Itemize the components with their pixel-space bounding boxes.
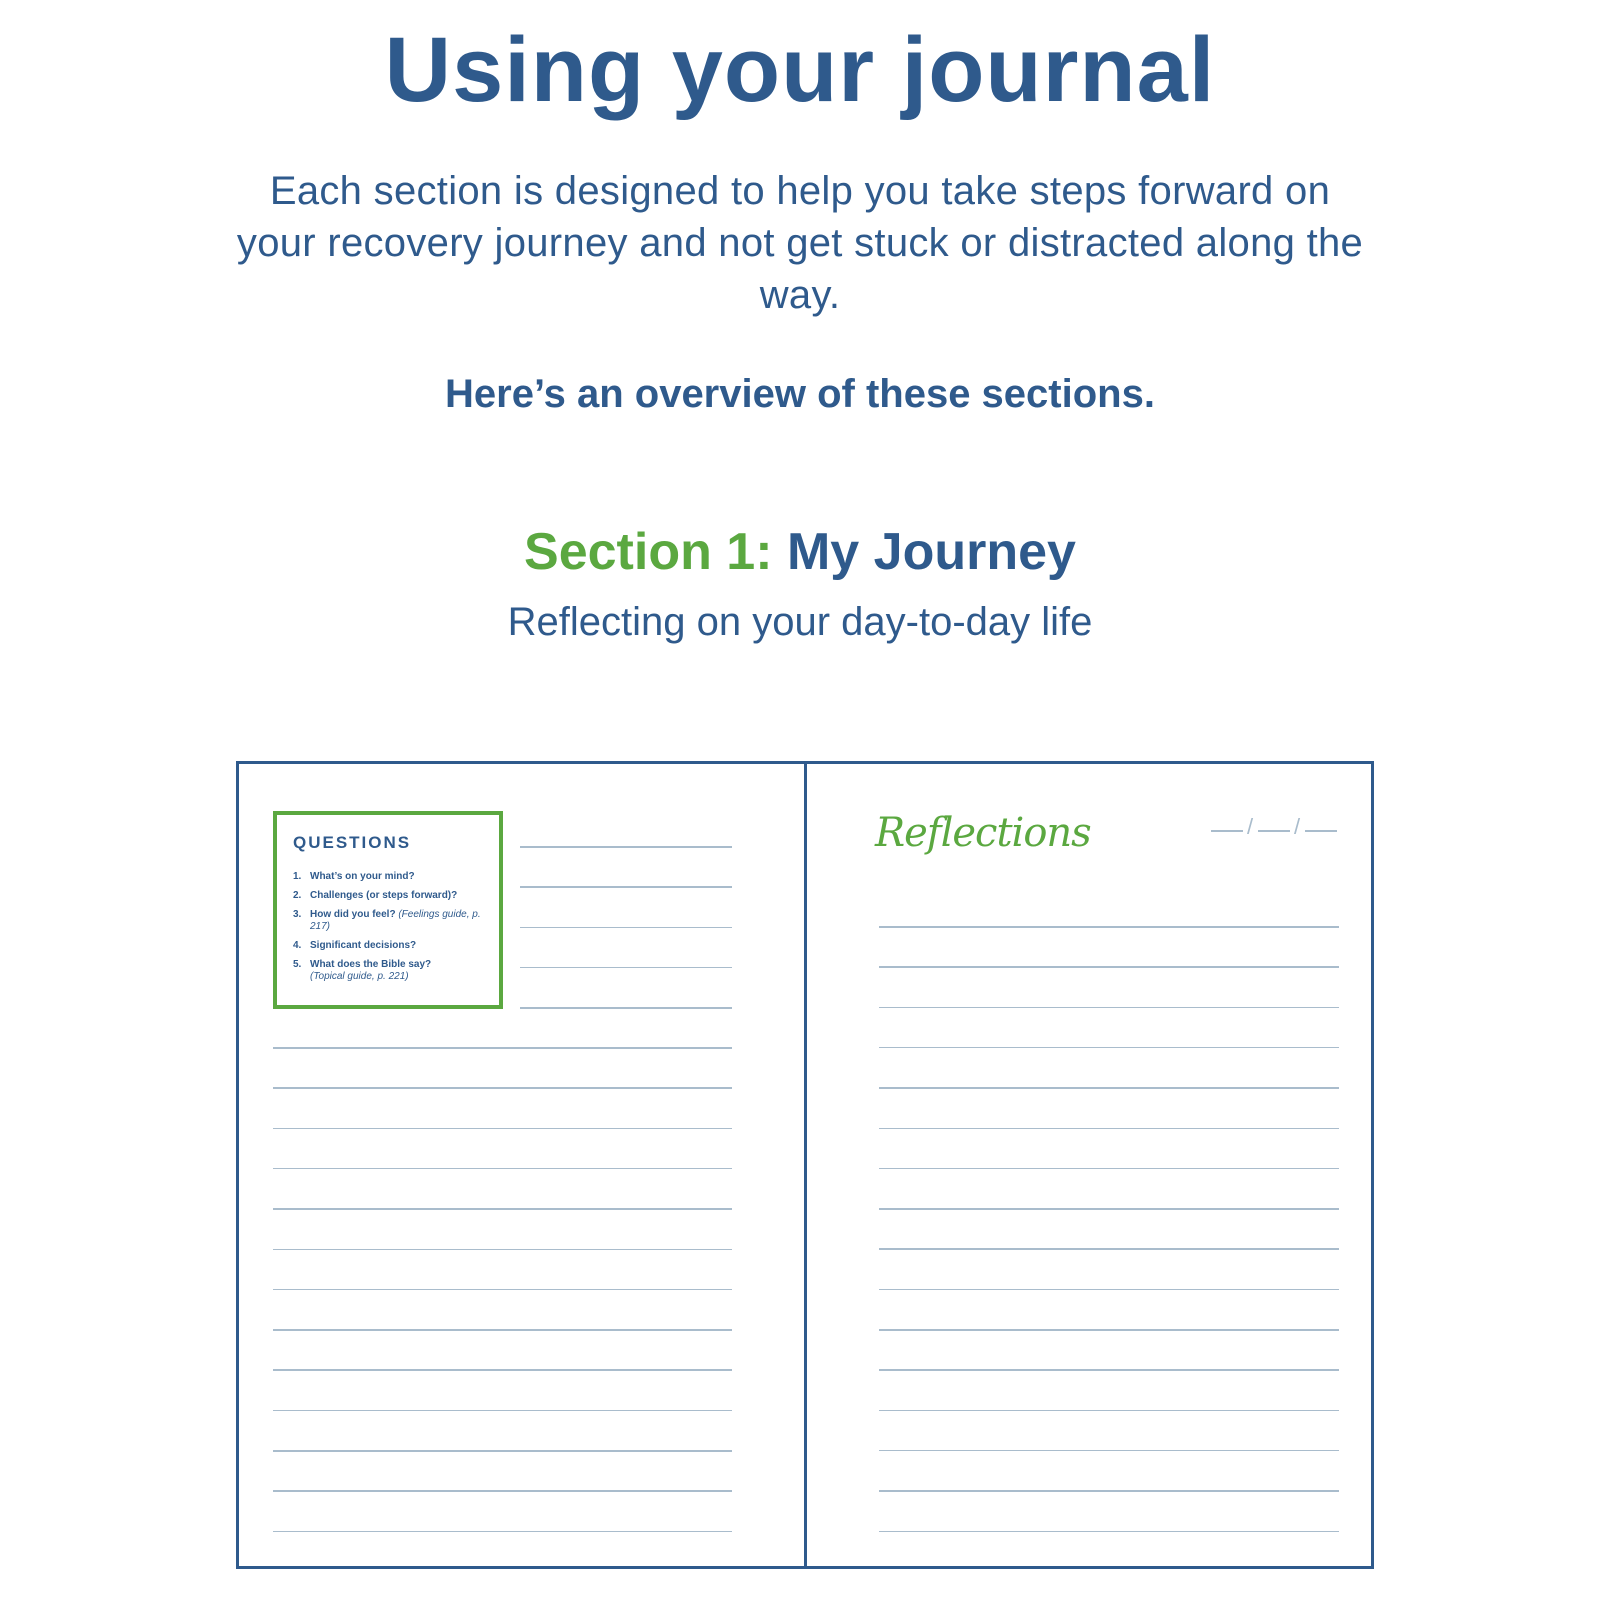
question-number: 4. <box>293 940 302 951</box>
question-note: (Feelings guide, p. 217) <box>310 909 481 932</box>
writing-line <box>879 1248 1339 1250</box>
question-text: What’s on your mind? <box>310 871 415 882</box>
date-separator: / <box>1294 814 1301 839</box>
question-number: 5. <box>293 959 302 970</box>
writing-line <box>273 1249 732 1251</box>
section-number-label: Section 1: <box>524 523 773 581</box>
writing-line <box>879 1329 1339 1331</box>
question-number: 1. <box>293 871 302 882</box>
question-item <box>293 909 483 933</box>
writing-line <box>879 1531 1339 1533</box>
writing-line <box>520 846 732 848</box>
writing-line <box>879 926 1339 928</box>
writing-line <box>273 1531 732 1533</box>
journal-spine <box>804 764 807 1566</box>
writing-line <box>879 1208 1339 1210</box>
writing-line <box>879 1168 1339 1170</box>
overview-heading: Here’s an overview of these sections. <box>445 372 1155 416</box>
writing-line <box>879 1087 1339 1089</box>
date-year-line <box>1305 830 1337 832</box>
question-note: (Topical guide, p. 221) <box>310 971 409 982</box>
writing-line <box>273 1450 732 1452</box>
question-item <box>293 940 483 952</box>
writing-line <box>879 966 1339 968</box>
writing-line <box>273 1289 732 1291</box>
question-item <box>293 890 483 902</box>
writing-line <box>879 1047 1339 1049</box>
date-day-line <box>1258 830 1290 832</box>
writing-line <box>520 886 732 888</box>
section-subtitle: Reflecting on your day-to-day life <box>507 600 1093 644</box>
questions-box <box>273 811 503 1009</box>
intro-paragraph: Each section is designed to help you take steps forward on your recovery journey and not get stuck or distracted along the way. <box>236 169 1364 317</box>
question-item <box>293 871 483 883</box>
question-item <box>293 959 483 983</box>
page-title: Using your journal <box>384 19 1216 121</box>
writing-line <box>273 1128 732 1130</box>
writing-line <box>879 1289 1339 1291</box>
writing-line <box>273 1168 732 1170</box>
questions-list <box>293 871 483 983</box>
writing-line <box>273 1047 732 1049</box>
writing-line <box>273 1490 732 1492</box>
reflections-title: Reflections <box>875 810 1091 856</box>
writing-line <box>520 967 732 969</box>
question-number: 2. <box>293 890 302 901</box>
question-text: What does the Bible say? <box>310 959 432 970</box>
question-number: 3. <box>293 909 302 920</box>
writing-line <box>879 1450 1339 1452</box>
section-name: My Journey <box>786 523 1076 581</box>
writing-line <box>273 1208 732 1210</box>
writing-line <box>879 1007 1339 1009</box>
writing-line <box>273 1410 732 1412</box>
writing-line <box>520 927 732 929</box>
journal-spread-illustration <box>236 761 1374 1569</box>
date-separator: / <box>1247 814 1254 839</box>
writing-line <box>879 1128 1339 1130</box>
question-text: Challenges (or steps forward)? <box>310 890 458 901</box>
question-text: How did you feel? <box>310 909 396 920</box>
writing-line <box>273 1329 732 1331</box>
date-month-line <box>1211 830 1243 832</box>
writing-line <box>879 1369 1339 1371</box>
writing-line <box>273 1369 732 1371</box>
writing-line <box>879 1490 1339 1492</box>
writing-line <box>879 1410 1339 1412</box>
writing-line <box>520 1007 732 1009</box>
questions-title: QUESTIONS <box>293 833 412 852</box>
section-heading <box>0 522 1600 582</box>
question-text: Significant decisions? <box>310 940 417 951</box>
writing-line <box>273 1087 732 1089</box>
